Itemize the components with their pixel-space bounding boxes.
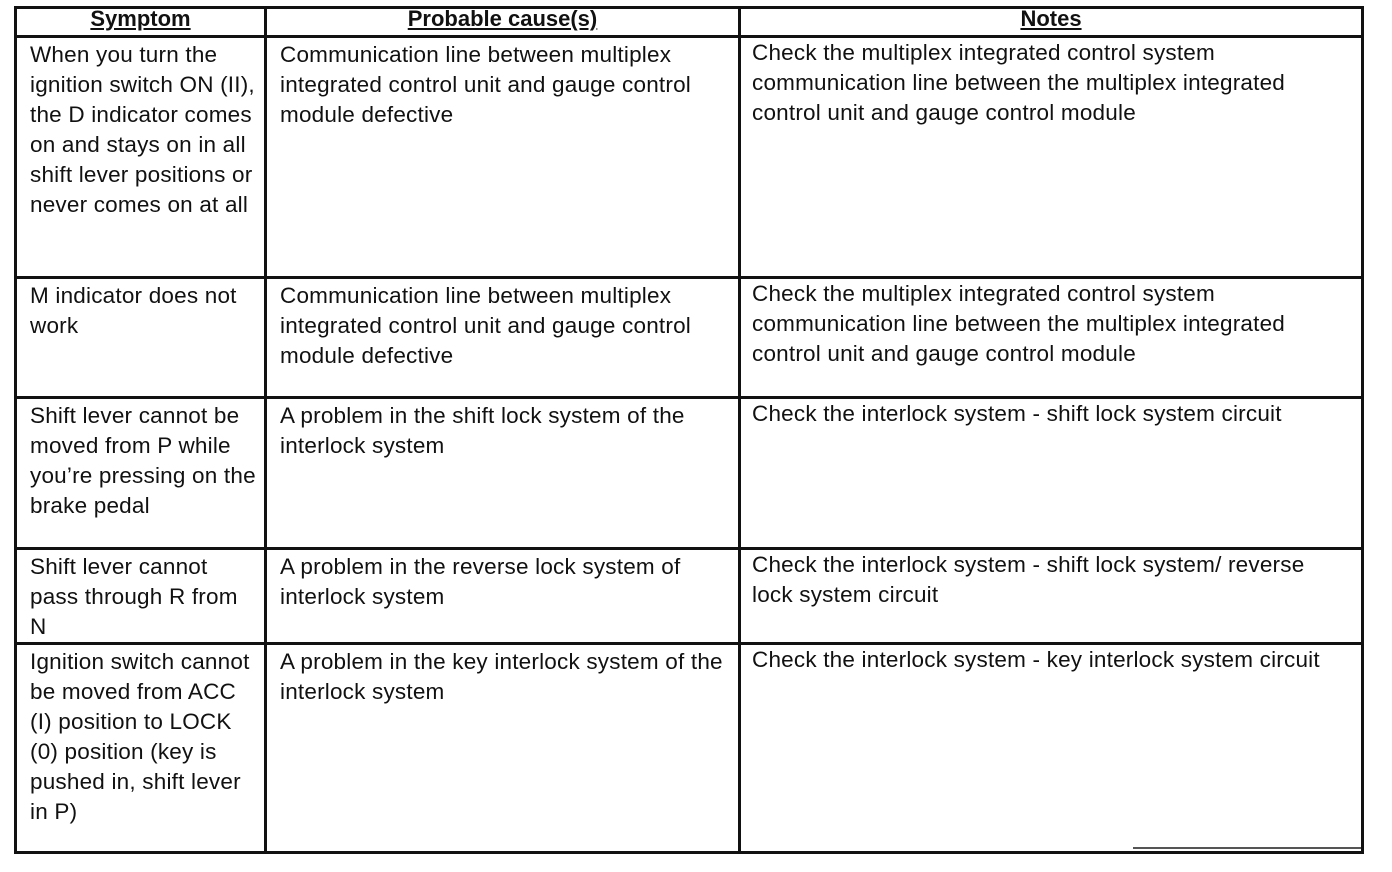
notes-cell bbox=[740, 549, 1363, 644]
symptom-text: Shift lever cannot be moved from P while you’re pressing on the brake pedal bbox=[30, 403, 256, 518]
cause-text: A problem in the key interlock system of the interlock system bbox=[280, 649, 723, 704]
header-symptom: Symptom bbox=[16, 8, 266, 37]
symptom-text: Shift lever cannot pass through R from N bbox=[30, 554, 238, 639]
cause-cell bbox=[266, 549, 740, 644]
symptom-text: When you turn the ignition switch ON (II), the D indicator comes on and stays on in all shift lever positions or never comes on at all bbox=[30, 42, 255, 217]
table-row bbox=[16, 549, 1363, 644]
scan-smudge-line bbox=[1133, 847, 1361, 849]
symptom-cell bbox=[16, 644, 266, 853]
symptom-text: M indicator does not work bbox=[30, 283, 237, 338]
symptom-text: Ignition switch cannot be moved from ACC (I) position to LOCK (0) position (key is pushed in, shift lever in P) bbox=[30, 649, 250, 824]
symptom-cell bbox=[16, 549, 266, 644]
cause-text: A problem in the shift lock system of the interlock system bbox=[280, 403, 685, 458]
symptom-cell bbox=[16, 398, 266, 549]
notes-cell bbox=[740, 398, 1363, 549]
notes-cell bbox=[740, 278, 1363, 398]
table-row bbox=[16, 644, 1363, 853]
cause-text: A problem in the reverse lock system of interlock system bbox=[280, 554, 681, 609]
header-probable-causes: Probable cause(s) bbox=[266, 8, 740, 37]
cause-text: Communication line between multiplex integrated control unit and gauge control module defective bbox=[280, 42, 691, 127]
troubleshooting-table bbox=[14, 6, 1364, 854]
cause-cell bbox=[266, 398, 740, 549]
cause-cell bbox=[266, 278, 740, 398]
symptom-cell bbox=[16, 37, 266, 278]
cause-cell bbox=[266, 37, 740, 278]
symptom-cell bbox=[16, 278, 266, 398]
notes-text: Check the interlock system - shift lock system circuit bbox=[752, 401, 1282, 426]
notes-text: Check the multiplex integrated control system communication line between the multiplex integrated control unit and gauge control module bbox=[752, 40, 1285, 125]
table-row bbox=[16, 398, 1363, 549]
notes-text: Check the interlock system - shift lock system/ reverse lock system circuit bbox=[752, 552, 1305, 607]
cause-cell bbox=[266, 644, 740, 853]
header-notes: Notes bbox=[740, 8, 1363, 37]
table-row bbox=[16, 37, 1363, 278]
header-row bbox=[16, 8, 1363, 37]
table-row bbox=[16, 278, 1363, 398]
notes-cell bbox=[740, 644, 1363, 853]
notes-cell bbox=[740, 37, 1363, 278]
cause-text: Communication line between multiplex integrated control unit and gauge control module defective bbox=[280, 283, 691, 368]
notes-text: Check the interlock system - key interlock system circuit bbox=[752, 647, 1320, 672]
notes-text: Check the multiplex integrated control system communication line between the multiplex integrated control unit and gauge control module bbox=[752, 281, 1285, 366]
